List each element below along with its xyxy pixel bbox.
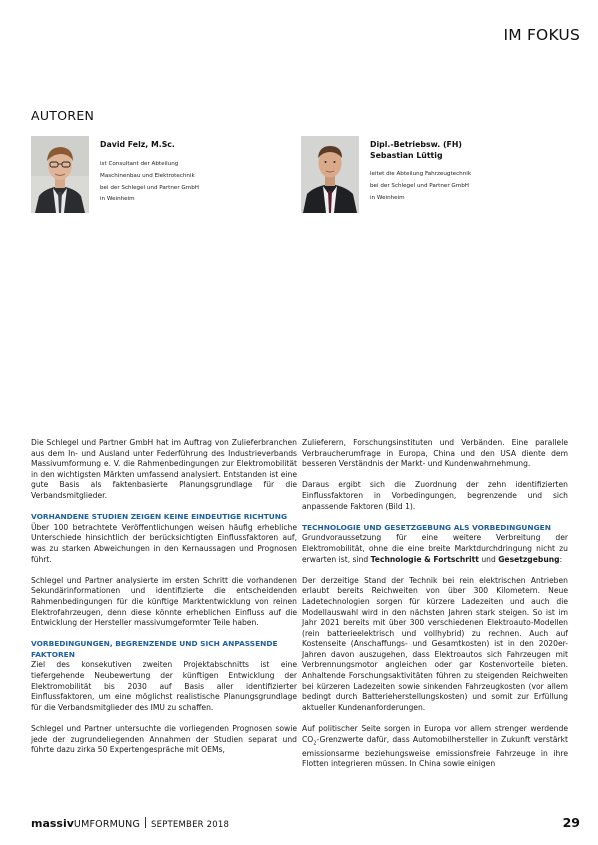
author-2-description — [370, 169, 570, 204]
author-name-line: Sebastian Lüttig — [370, 150, 443, 160]
author-desc-line: bei der Schlegel und Partner GmbH — [370, 182, 469, 189]
author-photo-felz — [31, 136, 89, 213]
author-desc-line: in Weinheim — [100, 196, 135, 203]
body-left-column — [31, 438, 297, 756]
subscript: 2 — [313, 740, 317, 747]
text-run: : — [559, 554, 563, 564]
author-desc-line: leitet die Abteilung Fahrzeugtechnik — [370, 171, 472, 177]
footer-divider — [145, 817, 146, 828]
author-1-description — [100, 159, 250, 206]
subheading-studien: VORHANDENE STUDIEN ZEIGEN KEINE EINDEUTIGE RICHTUNG — [31, 512, 288, 522]
emphasis-technologie: Technologie & Fortschritt — [370, 554, 479, 564]
text-run: und — [478, 554, 499, 564]
intro-paragraph: Die Schlegel und Partner GmbH hat im Auftrag von Zulieferbranchen aus dem In- und Ausland unter Federführung des Industrieverbands Massivumformung e. V. die Rahmenbedingungen zur Elektromobilität in den wichtigsten Märkten umfassend analysiert. Entstanden ist eine gute Basis als faktenbasierte Planungsgrundlage für die Verbandsmitglieder. — [31, 438, 297, 500]
body-paragraph: Zulieferern, Forschungsinstituten und Verbänden. Eine parallele Verbraucherumfrage in Europa, China und den USA diente dem besseren Verständnis der Markt- und Kundenwahrnehmung. — [302, 438, 568, 469]
brand-name-light: UMFORMUNG — [73, 819, 141, 830]
emphasis-gesetzgebung: Gesetzgebung — [498, 554, 560, 564]
page-number: 29 — [562, 815, 580, 830]
author-desc-line: Maschinenbau und Elektrotechnik — [100, 172, 195, 179]
issue-date: SEPTEMBER 2018 — [151, 820, 230, 830]
section-tag: IM FOKUS — [503, 26, 580, 44]
author-name-line: Dipl.-Betriebsw. (FH) — [370, 140, 462, 149]
body-right-column — [302, 438, 568, 770]
body-paragraph: Über 100 betrachtete Veröffentlichungen weisen häufig erhebliche Unterschiede hinsichtlich der berücksichtigten Einflussfaktoren auf, was zu starken Abweichungen in den Kernaussagen und Prognosen führt. — [31, 522, 297, 564]
author-1-name — [100, 140, 250, 151]
footer-masthead — [31, 817, 229, 830]
text-run: Auf politischer Seite sorgen in Europa vor allem strenger werdende CO — [302, 724, 568, 744]
body-paragraph: Daraus ergibt sich die Zuordnung der zehn identifizierten Einflussfaktoren in Vorbedingungen, begrenzende und sich anpassende Faktoren (Bild 1). — [302, 480, 568, 511]
author-2-name — [370, 140, 570, 161]
author-desc-line: ist Consultant der Abteilung — [100, 161, 179, 167]
subheading-vorbedingungen: VORBEDINGUNGEN, BEGRENZENDE UND SICH ANPASSENDE FAKTOREN — [31, 639, 278, 659]
author-photo-luettig — [301, 136, 359, 213]
author-desc-line: bei der Schlegel und Partner GmbH — [100, 184, 199, 191]
subheading-technologie: TECHNOLOGIE UND GESETZGEBUNG ALS VORBEDINGUNGEN — [302, 522, 551, 532]
body-paragraph: Schlegel und Partner untersuchte die vorliegenden Prognosen sowie jede der zugrundeliegenden Annahmen der Studien separat und führte dazu zirka 50 Expertengespräche mit OEMs, — [31, 724, 297, 755]
author-desc-line: in Weinheim — [370, 194, 405, 201]
text-run: -Grenzwerte dafür, dass Automobilhersteller in Zukunft verstärkt emissionsarme beziehungsweise emissionsfreie Fahrzeuge in ihre Flotten integrieren müssen. In China sowie einigen — [302, 734, 568, 769]
text-run: Grundvoraussetzung für eine weitere Verbreitung der Elektromobilität, ohne die eine breite Marktdurchdringung nicht zu erwarten ist, sind — [302, 533, 568, 564]
brand-name: massiv — [31, 817, 74, 830]
author-name-line: David Felz, M.Sc. — [100, 140, 175, 149]
body-paragraph: Ziel des konsekutiven zweiten Projektabschnitts ist eine tiefergehende Neubewertung der künftigen Entwicklung der Elektromobilität bis 2030 auf Basis aller identifizierter Einflussfaktoren, um eine möglichst realistische Planungsgrundlage für die Verbandsmitglieder des IMU zu schaffen. — [31, 660, 297, 712]
body-paragraph: Der derzeitige Stand der Technik bei rein elektrischen Antrieben erlaubt bereits Reichweiten von über 300 Kilometern. Neue Ladetechnologien sorgen für kürzere Ladezeiten und auch die Modellauswahl wird in den nächsten Jahren stark steigen. So ist im Jahr 2021 bereits mit über 300 verschiedenen Elektroauto-Modellen (rein batterieelektrisch und vollhybrid) zu rechnen. Auch auf Kostenseite (Anschaffungs- und Gesamtkosten) ist in den 2020er-Jahren davon auszugehen, dass Elektroautos sich Fahrzeugen mit Verbrennungsmotor angleichen oder gar Kostenvorteile bieten. Anhaltende Forschungsaktivitäten führen zu steigenden Reichweiten bei kürzeren Ladezeiten sowie sinkenden Fahrzeugkosten (vor allem bedingt durch Batterieherstellungskosten) und somit zur Erfüllung aktueller Kundenanforderungen. — [302, 575, 568, 712]
body-paragraph-politik — [302, 724, 568, 770]
authors-title: AUTOREN — [31, 108, 95, 123]
body-paragraph-vorbedingungen — [302, 533, 568, 565]
body-paragraph: Schlegel und Partner analysierte im ersten Schritt die vorhandenen Sekundärinformationen und identifizierte die entscheidenden Rahmenbedingungen für die künftige Marktentwicklung von reinen Elektrofahrzeugen, denn diese könnte erheblichen Einfluss auf die Entwicklung der Hersteller massivumgeformter Teile haben. — [31, 575, 297, 628]
